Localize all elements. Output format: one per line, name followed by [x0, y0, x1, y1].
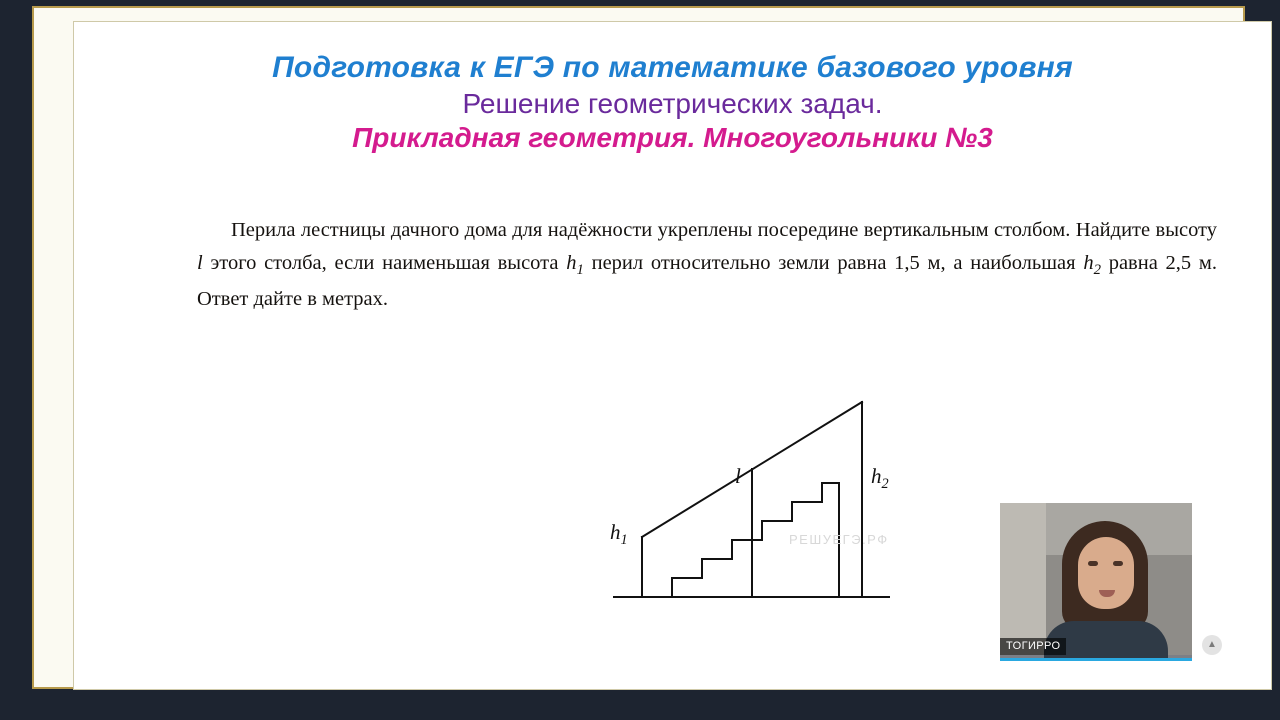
- problem-sentence-part-2: этого столба, если наименьшая высота: [210, 252, 559, 275]
- label-h1: $h_1$: [610, 520, 628, 549]
- presenter-eye-right: [1113, 561, 1123, 566]
- presenter-eye-left: [1088, 561, 1098, 566]
- variable-h-2: h: [1083, 252, 1094, 275]
- source-watermark: РЕШУЕГЭ.РФ: [789, 532, 889, 547]
- variable-h: h: [566, 252, 577, 275]
- page-subtitle: Решение геометрических задач.: [462, 87, 883, 119]
- stairs-diagram: [594, 382, 994, 627]
- problem-sentence-part-1: Перила лестницы дачного дома для надёжности укреплены посередине вертикальным столбом. Найдите высоту: [231, 219, 1217, 241]
- variable-h-subscript-2: 2: [1093, 262, 1101, 279]
- problem-sentence-part-4: равна 2,5 м. Ответ дайте в метрах.: [197, 252, 1218, 311]
- page-subtitle-secondary: Прикладная геометрия. Многоугольники №3: [352, 121, 993, 153]
- label-l: l: [735, 464, 741, 488]
- page-title: Подготовка к ЕГЭ по математике базового уровня: [272, 51, 1073, 84]
- presenter-name-label: ТОГИРРО: [1000, 638, 1066, 655]
- variable-h-subscript-1: 1: [576, 262, 584, 279]
- problem-statement: [197, 214, 1217, 316]
- problem-sentence-part-3: перил относительно земли равна 1,5 м, а наибольшая: [591, 252, 1076, 275]
- variable-l: l: [197, 252, 203, 275]
- webcam-background-left: [1000, 503, 1046, 655]
- presenter-face: [1078, 537, 1134, 609]
- label-h2: $h_2$: [871, 464, 889, 493]
- webcam-panel[interactable]: [1000, 503, 1192, 661]
- slide-title-block: [74, 50, 1271, 155]
- collapse-icon[interactable]: ▲: [1202, 635, 1222, 655]
- stairs-svg: [594, 382, 994, 627]
